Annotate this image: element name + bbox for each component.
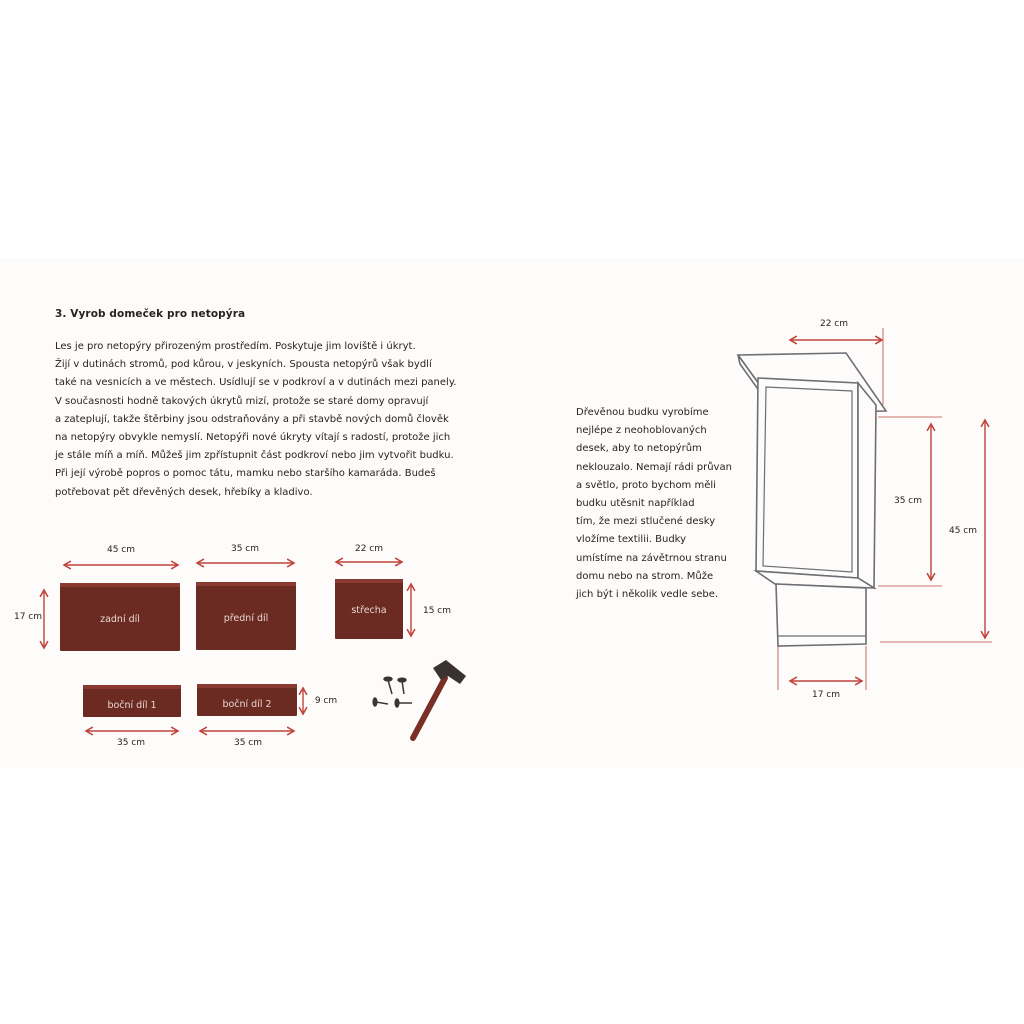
side-line: vložíme textilii. Budky (576, 534, 687, 546)
board-side1-top-edge (83, 685, 181, 689)
page-title: 3. Vyrob domeček pro netopýra (55, 308, 246, 320)
side-line: Dřevěnou budku vyrobíme (576, 407, 709, 418)
side-line: budku utěsnit například (576, 498, 695, 510)
paragraph-line: na netopýry obvykle nemyslí. Netopýři nové úkryty vítají s radostí, protože jich (55, 432, 451, 444)
board-front-top-edge (196, 582, 296, 586)
paragraph-line: V současnosti hodně takových úkrytů mizí, protože se staré domy opravují (55, 395, 429, 407)
side-line: desek, aby to netopýrům (576, 443, 702, 455)
nails-icon (373, 677, 412, 707)
board-side1-label: boční díl 1 (107, 700, 157, 711)
bat-house-drawing (738, 353, 886, 646)
dim-side1-width: 35 cm (116, 738, 146, 748)
paragraph-line: a zateplují, takže štěrbiny jsou odstraňovány a při stavbě nových domů člověk (55, 413, 449, 425)
side-line: neklouzalo. Nemají rádi průvan (576, 461, 732, 473)
dim-side-height: 9 cm (314, 696, 338, 706)
board-front-label: přední díl (223, 613, 269, 624)
dim-front-width: 35 cm (230, 544, 260, 554)
dim-house-top: 22 cm (819, 319, 849, 329)
side-line: a světlo, proto bychom měli (576, 479, 716, 491)
dim-back-width: 45 cm (106, 545, 136, 555)
board-side2-label: boční díl 2 (222, 699, 272, 710)
paragraph-line: Při její výrobě popros o pomoc tátu, mamku nebo staršího kamaráda. Budeš (55, 468, 436, 480)
paragraph-line: potřebovat pět dřevěných desek, hřebíky a kladivo. (55, 486, 313, 498)
dim-side2-width: 35 cm (233, 738, 263, 748)
side-line: umístíme na závětrnou stranu (576, 552, 727, 564)
board-back-label: zadní díl (100, 614, 140, 625)
paragraph-line: je stále míň a míň. Můžeš jim zpřístupnit část podkroví nebo jim vytvořit budku. (55, 450, 454, 462)
dim-house-total: 45 cm (948, 526, 978, 536)
hammer-icon (413, 660, 466, 738)
board-side2-top-edge (197, 684, 297, 688)
side-line: jich být i několik vedle sebe. (576, 589, 719, 601)
side-line: domu nebo na strom. Může (576, 570, 714, 582)
side-line: nejlépe z neohoblovaných (576, 425, 707, 437)
dim-house-bottom: 17 cm (811, 690, 841, 700)
paragraph-line: také na vesnicích a ve městech. Usídlují se v podkroví a v dutinách mezi panely. (55, 377, 457, 389)
paragraph-line: Žijí v dutinách stromů, pod kůrou, v jeskyních. Spousta netopýrů však bydlí (55, 359, 432, 371)
dim-roof-width: 22 cm (354, 544, 384, 554)
side-line: tím, že mezi stlučené desky (576, 516, 716, 528)
dim-roof-height: 15 cm (422, 606, 452, 616)
dim-house-inner: 35 cm (893, 496, 923, 506)
paragraph-line: Les je pro netopýry přirozeným prostředím. Poskytuje jim loviště i úkryt. (55, 341, 416, 352)
board-roof-label: střecha (351, 605, 387, 616)
board-roof-top-edge (335, 579, 403, 583)
board-back-top-edge (60, 583, 180, 587)
dim-back-height: 17 cm (13, 612, 43, 622)
